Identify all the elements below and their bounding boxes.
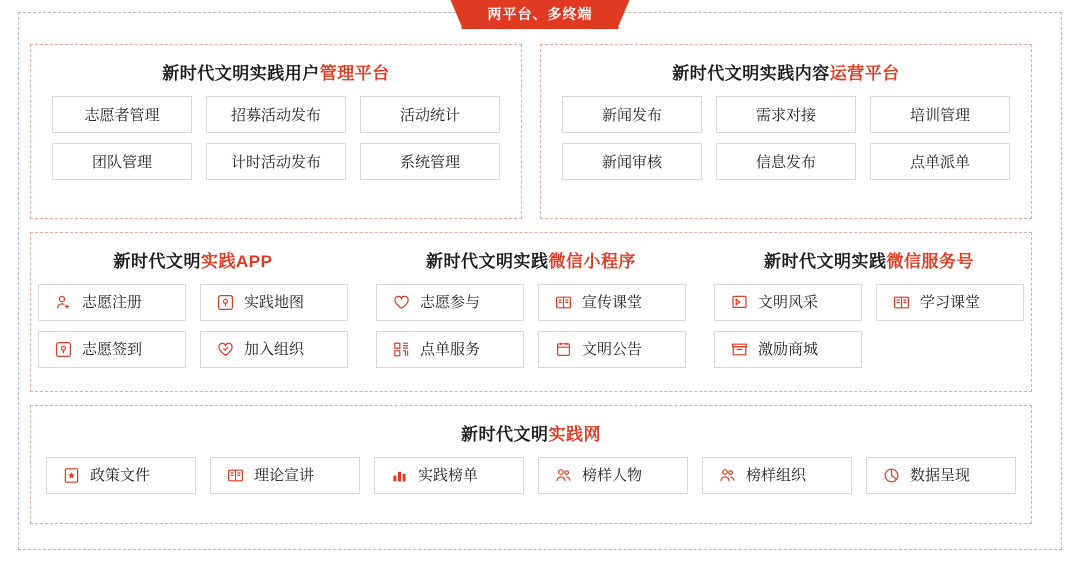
panel-admin-grid — [31, 96, 521, 180]
document-star-icon — [63, 467, 80, 484]
panel-content-grid — [541, 96, 1031, 180]
app-item-1[interactable] — [200, 284, 348, 321]
column-app-head-highlight: 实践APP — [201, 252, 273, 271]
service-item-1-label: 学习课堂 — [920, 294, 981, 311]
panel-content-operation-platform — [540, 44, 1032, 219]
web-item-1-label: 理论宣讲 — [254, 467, 315, 484]
admin-item-0[interactable]: 志愿者管理 — [52, 96, 192, 133]
pie-chart-icon — [883, 467, 900, 484]
web-item-0-label: 政策文件 — [90, 467, 151, 484]
bar-chart-icon — [391, 467, 408, 484]
flag-icon — [731, 294, 748, 311]
admin-item-1[interactable]: 招募活动发布 — [206, 96, 346, 133]
clients-columns — [31, 247, 1031, 368]
app-item-2[interactable] — [38, 331, 186, 368]
content-item-1[interactable]: 需求对接 — [716, 96, 856, 133]
location-check-icon — [55, 341, 72, 358]
column-miniprogram — [376, 247, 686, 368]
column-service-account — [714, 247, 1024, 368]
book-open-icon — [227, 467, 244, 484]
column-app-head — [114, 247, 273, 272]
admin-item-3[interactable]: 团队管理 — [52, 143, 192, 180]
web-item-1[interactable] — [210, 457, 360, 494]
web-item-4[interactable] — [702, 457, 852, 494]
service-item-0-label: 文明风采 — [758, 294, 819, 311]
panel-web-title-highlight: 实践网 — [548, 425, 601, 444]
web-item-2-label: 实践榜单 — [418, 467, 479, 484]
miniprogram-item-3-label: 文明公告 — [582, 341, 643, 358]
column-miniprogram-head — [426, 247, 636, 272]
app-item-3[interactable] — [200, 331, 348, 368]
miniprogram-item-2-label: 点单服务 — [420, 341, 481, 358]
service-item-0[interactable] — [714, 284, 862, 321]
service-item-2[interactable] — [714, 331, 862, 368]
panel-content-title-plain: 新时代文明实践内容 — [672, 64, 830, 83]
content-item-2[interactable]: 培训管理 — [870, 96, 1010, 133]
panel-practice-website — [30, 405, 1032, 524]
panel-admin-title-plain: 新时代文明实践用户 — [162, 64, 320, 83]
content-item-0[interactable]: 新闻发布 — [562, 96, 702, 133]
web-item-0[interactable] — [46, 457, 196, 494]
app-item-3-label: 加入组织 — [244, 341, 305, 358]
content-item-3[interactable]: 新闻审核 — [562, 143, 702, 180]
miniprogram-item-2[interactable] — [376, 331, 524, 368]
banner-title: 两平台、多终端 — [462, 0, 619, 29]
calendar-icon — [555, 341, 572, 358]
column-service-account-grid — [714, 284, 1024, 368]
shop-icon — [731, 341, 748, 358]
column-app-head-plain: 新时代文明 — [113, 252, 202, 271]
app-item-0-label: 志愿注册 — [82, 294, 143, 311]
column-app — [38, 247, 348, 368]
panel-web-title — [31, 420, 1031, 445]
panel-admin-title — [31, 59, 521, 84]
web-item-5[interactable] — [866, 457, 1016, 494]
web-item-5-label: 数据呈现 — [910, 467, 971, 484]
people-icon — [555, 467, 572, 484]
book-open-icon — [555, 294, 572, 311]
web-item-4-label: 榜样组织 — [746, 467, 807, 484]
column-service-account-head-plain: 新时代文明实践 — [764, 252, 887, 271]
service-item-2-label: 激励商城 — [758, 341, 819, 358]
panel-web-grid — [31, 457, 1031, 494]
panel-web-title-plain: 新时代文明 — [461, 425, 549, 444]
miniprogram-item-1[interactable] — [538, 284, 686, 321]
heart-check-icon — [217, 341, 234, 358]
panel-client-terminals — [30, 232, 1032, 392]
map-pin-icon — [217, 294, 234, 311]
admin-item-2[interactable]: 活动统计 — [360, 96, 500, 133]
panel-admin-title-highlight: 管理平台 — [319, 64, 390, 83]
column-app-grid — [38, 284, 348, 368]
column-miniprogram-head-highlight: 微信小程序 — [548, 252, 636, 271]
web-item-2[interactable] — [374, 457, 524, 494]
admin-item-5[interactable]: 系统管理 — [360, 143, 500, 180]
book-open-icon — [893, 294, 910, 311]
column-service-account-head — [764, 247, 974, 272]
admin-item-4[interactable]: 计时活动发布 — [206, 143, 346, 180]
miniprogram-item-3[interactable] — [538, 331, 686, 368]
miniprogram-item-0-label: 志愿参与 — [420, 294, 481, 311]
people-group-icon — [719, 467, 736, 484]
web-item-3-label: 榜样人物 — [582, 467, 643, 484]
content-item-5[interactable]: 点单派单 — [870, 143, 1010, 180]
miniprogram-item-1-label: 宣传课堂 — [582, 294, 643, 311]
panel-content-title — [541, 59, 1031, 84]
column-miniprogram-grid — [376, 284, 686, 368]
app-item-0[interactable] — [38, 284, 186, 321]
heart-icon — [393, 294, 410, 311]
panel-content-title-highlight: 运营平台 — [829, 64, 900, 83]
miniprogram-item-0[interactable] — [376, 284, 524, 321]
qr-scan-icon — [393, 341, 410, 358]
content-item-4[interactable]: 信息发布 — [716, 143, 856, 180]
column-miniprogram-head-plain: 新时代文明实践 — [426, 252, 549, 271]
column-service-account-head-highlight: 微信服务号 — [886, 252, 974, 271]
user-add-icon — [55, 294, 72, 311]
service-item-1[interactable] — [876, 284, 1024, 321]
app-item-1-label: 实践地图 — [244, 294, 305, 311]
panel-user-management-platform — [30, 44, 522, 219]
web-item-3[interactable] — [538, 457, 688, 494]
app-item-2-label: 志愿签到 — [82, 341, 143, 358]
